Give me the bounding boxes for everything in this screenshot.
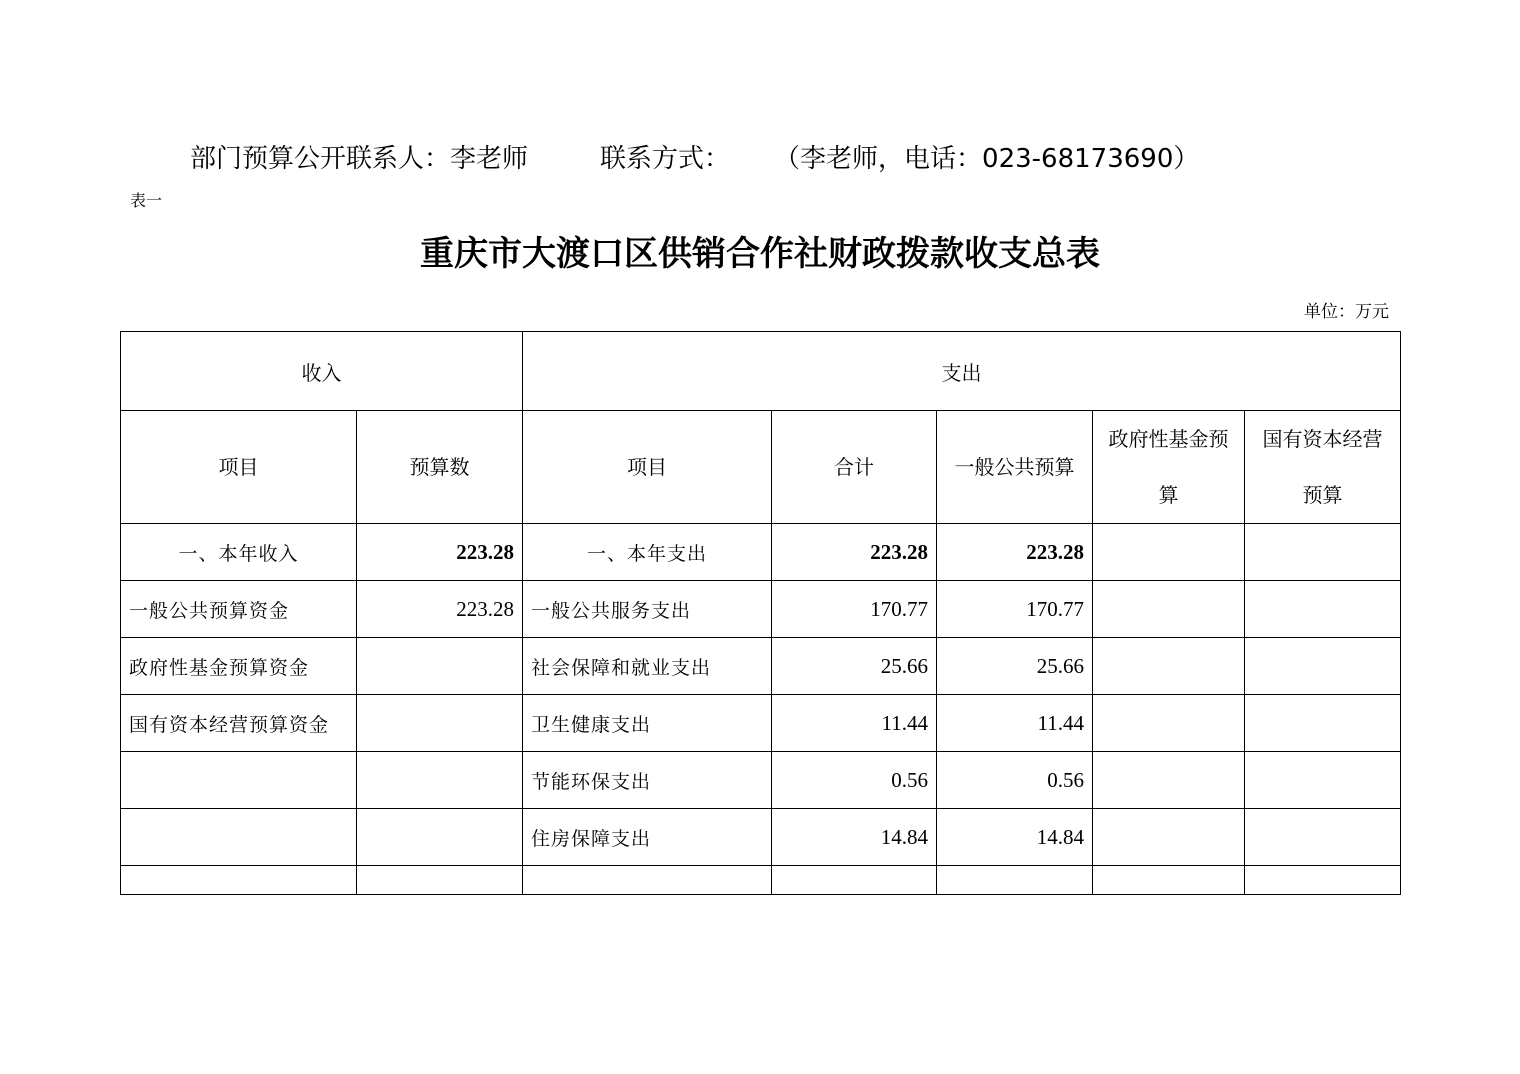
contact-detail: （李老师，电话：023-68173690） [774, 144, 1200, 174]
income-budget-cell: 223.28 [357, 524, 523, 581]
income-item-cell [121, 866, 357, 895]
general-budget-cell [937, 866, 1093, 895]
table-row [121, 866, 1401, 895]
table-row [121, 638, 1401, 695]
income-item-cell [121, 809, 357, 866]
fund-budget-cell [1093, 866, 1245, 895]
expense-header: 支出 [523, 332, 1401, 411]
income-item-cell: 一般公共预算资金 [121, 581, 357, 638]
state-capital-cell [1245, 638, 1401, 695]
col-income-budget: 预算数 [357, 411, 523, 524]
general-budget-cell: 223.28 [937, 524, 1093, 581]
income-budget-cell [357, 695, 523, 752]
expense-item-cell: 社会保障和就业支出 [523, 638, 772, 695]
table-row [121, 581, 1401, 638]
table-id: 表一 [130, 191, 163, 210]
total-cell: 14.84 [772, 809, 937, 866]
fund-budget-cell [1093, 752, 1245, 809]
table-row [121, 752, 1401, 809]
income-item-cell: 一、本年收入 [121, 524, 357, 581]
state-capital-cell [1245, 866, 1401, 895]
income-budget-cell: 223.28 [357, 581, 523, 638]
state-capital-cell [1245, 524, 1401, 581]
state-capital-cell [1245, 809, 1401, 866]
expense-item-cell: 节能环保支出 [523, 752, 772, 809]
table-row [121, 524, 1401, 581]
expense-item-cell: 一般公共服务支出 [523, 581, 772, 638]
table-row [121, 809, 1401, 866]
income-budget-cell [357, 809, 523, 866]
table-column-header [121, 411, 1401, 524]
col-state: 国有资本经营预算 [1245, 411, 1401, 524]
expense-item-cell: 一、本年支出 [523, 524, 772, 581]
total-cell: 170.77 [772, 581, 937, 638]
general-budget-cell: 0.56 [937, 752, 1093, 809]
col-income-item: 项目 [121, 411, 357, 524]
expense-item-cell [523, 866, 772, 895]
col-total: 合计 [772, 411, 937, 524]
total-cell [772, 866, 937, 895]
total-cell: 25.66 [772, 638, 937, 695]
general-budget-cell: 170.77 [937, 581, 1093, 638]
col-general: 一般公共预算 [937, 411, 1093, 524]
state-capital-cell [1245, 752, 1401, 809]
income-budget-cell [357, 752, 523, 809]
state-capital-cell [1245, 695, 1401, 752]
general-budget-cell: 25.66 [937, 638, 1093, 695]
fund-budget-cell [1093, 524, 1245, 581]
income-item-cell [121, 752, 357, 809]
expense-item-cell: 住房保障支出 [523, 809, 772, 866]
income-budget-cell [357, 866, 523, 895]
document-title: 重庆市大渡口区供销合作社财政拨款收支总表 [420, 234, 1100, 274]
total-cell: 11.44 [772, 695, 937, 752]
col-expense-item: 项目 [523, 411, 772, 524]
fund-budget-cell [1093, 695, 1245, 752]
contact-person: 部门预算公开联系人：李老师 [190, 144, 529, 174]
income-item-cell: 国有资本经营预算资金 [121, 695, 357, 752]
table-group-header [121, 332, 1401, 411]
budget-table [120, 331, 1401, 895]
fund-budget-cell [1093, 581, 1245, 638]
contact-line [190, 138, 1199, 175]
general-budget-cell: 11.44 [937, 695, 1093, 752]
table-row [121, 695, 1401, 752]
contact-method-label: 联系方式： [600, 144, 731, 174]
unit-label: 单位：万元 [1304, 302, 1389, 322]
income-item-cell: 政府性基金预算资金 [121, 638, 357, 695]
total-cell: 223.28 [772, 524, 937, 581]
fund-budget-cell [1093, 638, 1245, 695]
fund-budget-cell [1093, 809, 1245, 866]
state-capital-cell [1245, 581, 1401, 638]
total-cell: 0.56 [772, 752, 937, 809]
general-budget-cell: 14.84 [937, 809, 1093, 866]
income-budget-cell [357, 638, 523, 695]
col-fund: 政府性基金预算 [1093, 411, 1245, 524]
expense-item-cell: 卫生健康支出 [523, 695, 772, 752]
income-header: 收入 [121, 332, 523, 411]
